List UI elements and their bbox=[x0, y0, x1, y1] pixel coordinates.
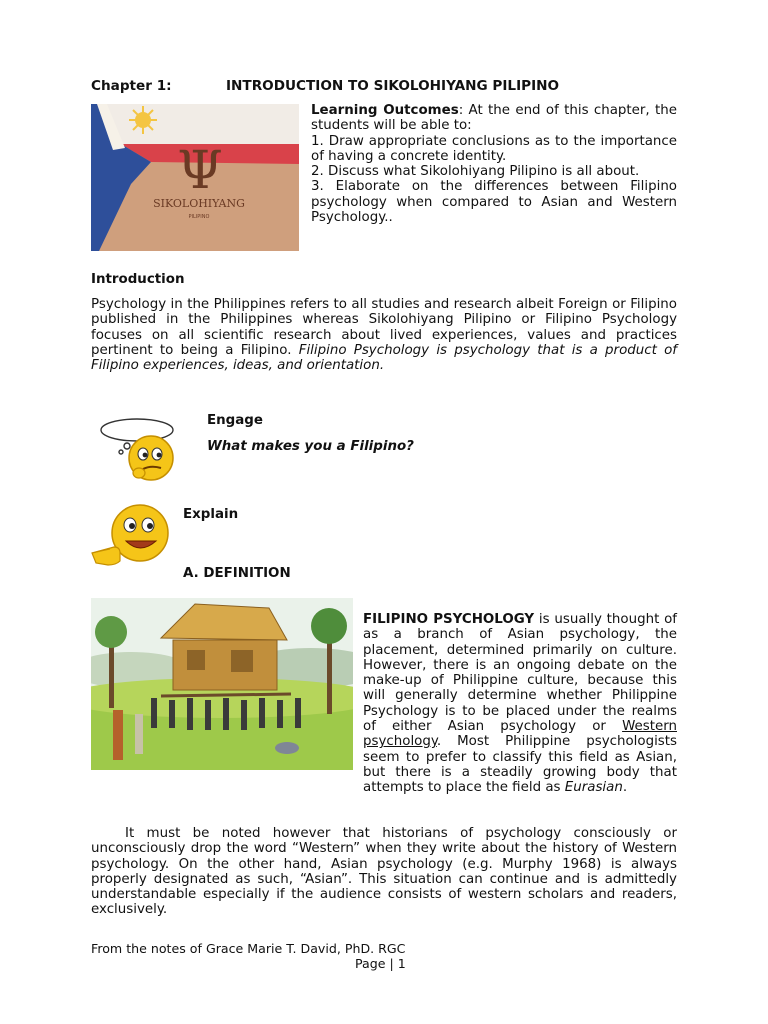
page-number: Page | 1 bbox=[355, 956, 406, 971]
sikolohiyang-logo-image bbox=[91, 104, 299, 251]
image-float-spacer bbox=[91, 612, 363, 788]
thinking-emoji-icon bbox=[97, 416, 189, 482]
definition-italic: Eurasian bbox=[564, 780, 623, 796]
outcome-item-1: 1. Draw appropriate conclusions as to the importance of having a concrete identity. bbox=[311, 133, 677, 164]
learning-outcomes-intro: : At the end of this chapter, the students will be able to: bbox=[311, 103, 677, 134]
definition-part2: . Most Philippine psychologists seem to prefer to classify this field as Asian, but there is a steadily growing body that attempts to place the field as bbox=[363, 734, 677, 796]
learning-outcomes-label: Learning Outcomes bbox=[311, 103, 459, 118]
definition-end: . bbox=[622, 780, 628, 796]
engage-heading: Engage bbox=[207, 413, 263, 428]
logo-word: SIKOLOHIYANG bbox=[153, 197, 245, 210]
psi-symbol: Ψ bbox=[177, 141, 223, 201]
outcome-item-3: 3. Elaborate on the differences between Filipino psychology when compared to Asian and Western Psychology.. bbox=[311, 179, 677, 226]
introduction-heading: Introduction bbox=[91, 272, 185, 287]
introduction-italic: Filipino Psychology is psychology that is a product of Filipino experiences, ideas, and orientation. bbox=[91, 342, 677, 374]
pointing-emoji-icon bbox=[90, 503, 176, 571]
definition-heading: A. DEFINITION bbox=[183, 566, 291, 581]
outcome-item-2: 2. Discuss what Sikolohiyang Pilipino is all about. bbox=[311, 164, 640, 180]
sun-icon bbox=[129, 106, 157, 134]
introduction-paragraph bbox=[91, 297, 677, 373]
engage-question: What makes you a Filipino? bbox=[207, 439, 414, 454]
history-paragraph bbox=[91, 826, 677, 918]
logo-sub: PILIPINO bbox=[188, 214, 210, 220]
introduction-body: Psychology in the Philippines refers to all studies and research albeit Foreign or Filipino published in the Philippines whereas Sikolohiyang Pilipino or Filipino Psychology focuses on all scientific research about lived experiences, values and practices pertinent to being a Filipino. bbox=[91, 297, 677, 358]
history-paragraph-text: It must be noted however that historians of psychology consciously or unconsciously drop the word “Western” when they write about the history of Western psychology. On the other hand, Asian psychology (e.g. Murphy 1968) is always properly designated as such, “Asian”. This situation can continue and is admittedly understandable especially if the audience consists of western scholars and readers, exclusively. bbox=[91, 826, 677, 918]
chapter-heading bbox=[91, 78, 559, 94]
learning-outcomes bbox=[311, 103, 677, 225]
chapter-number: Chapter 1: bbox=[91, 78, 172, 94]
footer-notes: From the notes of Grace Marie T. David, PhD. RGC bbox=[91, 941, 406, 956]
definition-term: FILIPINO PSYCHOLOGY bbox=[363, 612, 535, 627]
definition-part1: is usually thought of as a branch of Asian psychology, the placement, determined primarily on culture. However, there is an ongoing debate on the make-up of Philippine culture, because this will generally determine whether Philippine Psychology is to be placed under the realms of either Asian psychology or bbox=[363, 612, 677, 735]
explain-heading: Explain bbox=[183, 507, 239, 522]
chapter-title: INTRODUCTION TO SIKOLOHIYANG PILIPINO bbox=[226, 78, 560, 94]
western-psychology-link[interactable]: Western psychology bbox=[363, 719, 677, 750]
definition-paragraph bbox=[91, 612, 677, 796]
